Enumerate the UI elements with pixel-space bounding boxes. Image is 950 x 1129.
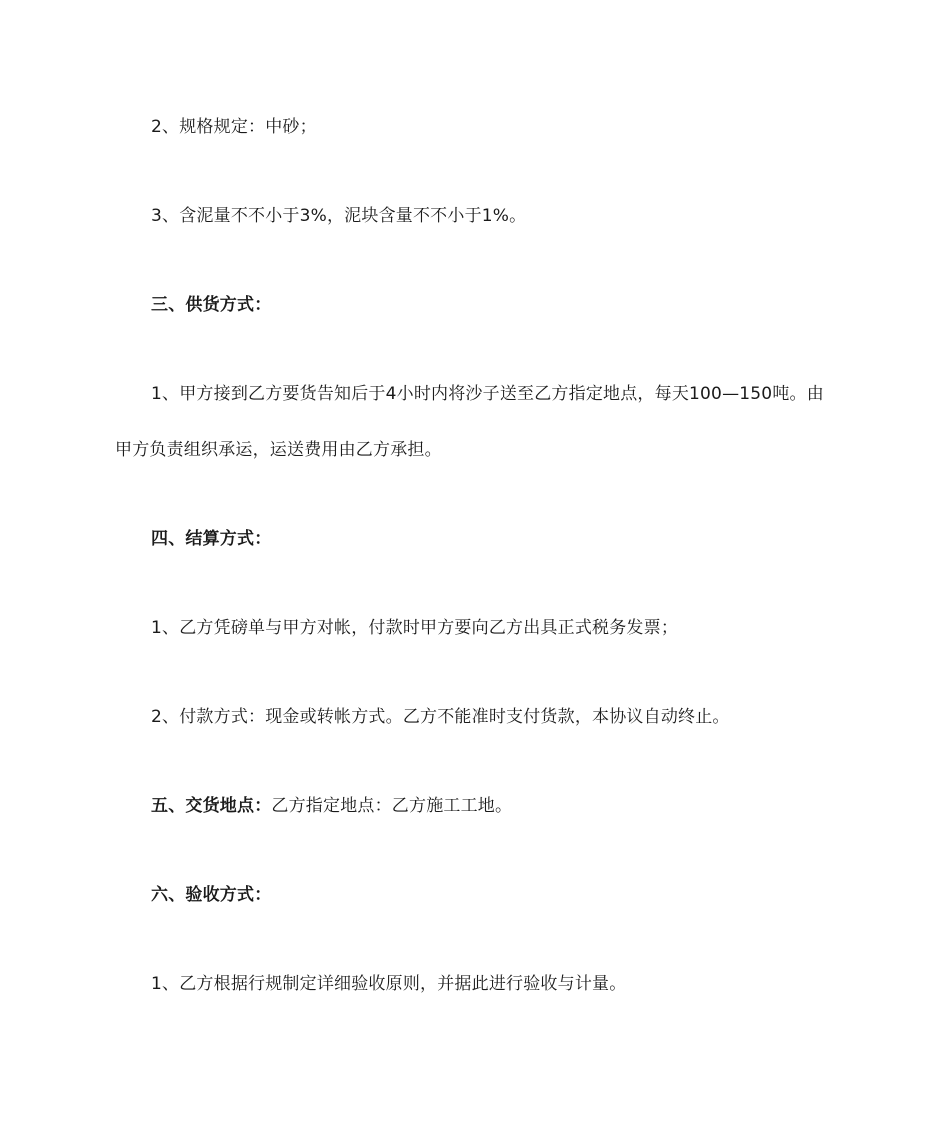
spec-item-3: 3、含泥量不不小于3%，泥块含量不不小于1%。 xyxy=(151,206,527,226)
spec-item-2: 2、规格规定：中砂； xyxy=(151,117,317,137)
settle-item-1: 1、乙方凭磅单与甲方对帐，付款时甲方要向乙方出具正式税务发票； xyxy=(151,618,679,638)
section-5-line xyxy=(115,794,911,818)
section-3-heading: 三、供货方式： xyxy=(151,295,272,315)
accept-item-1: 1、乙方根据行规制定详细验收原则，并据此进行验收与计量。 xyxy=(151,974,627,994)
section-5-text: 乙方指定地点：乙方施工工地。 xyxy=(271,796,513,816)
supply-item-1-line-1: 1、甲方接到乙方要货告知后于4小时内将沙子送至乙方指定地点，每天100—150吨。由 xyxy=(151,384,824,404)
section-6-heading: 六、验收方式： xyxy=(151,885,272,905)
settle-item-2: 2、付款方式：现金或转帐方式。乙方不能准时支付货款，本协议自动终止。 xyxy=(151,707,730,727)
section-4-heading: 四、结算方式： xyxy=(151,529,272,549)
supply-item-1-line-2: 甲方负责组织承运，运送费用由乙方承担。 xyxy=(115,440,442,460)
section-5-heading: 五、交货地点： xyxy=(151,796,272,816)
